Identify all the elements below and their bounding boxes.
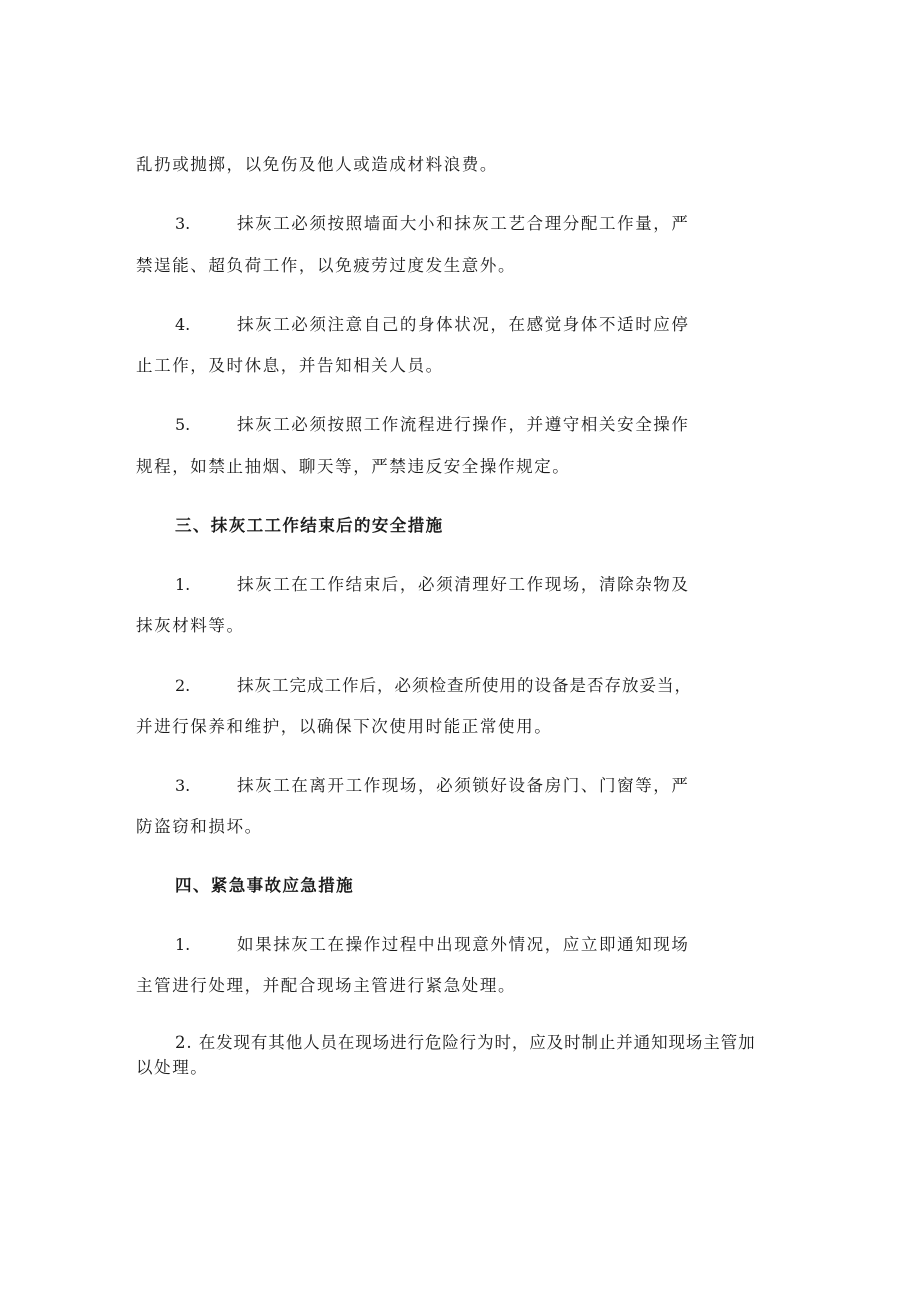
item-number: 3. bbox=[175, 776, 191, 795]
item-text-line: 抹灰工必须注意自己的身体状况，在感觉身体不适时应停 bbox=[237, 315, 690, 334]
section-heading: 四、紧急事故应急措施 bbox=[175, 876, 354, 895]
item-number: 2. bbox=[175, 676, 191, 695]
item-text-line: 规程，如禁止抽烟、聊天等，严禁违反安全操作规定。 bbox=[136, 457, 571, 476]
item-number: 3. bbox=[175, 214, 191, 233]
item-text-line: 抹灰工在工作结束后，必须清理好工作现场，清除杂物及 bbox=[237, 575, 690, 594]
item-number: 4. bbox=[175, 315, 191, 334]
item-text-line: 抹灰工必须按照工作流程进行操作，并遵守相关安全操作 bbox=[237, 415, 690, 434]
item-text-line: 抹灰工在离开工作现场，必须锁好设备房门、门窗等，严 bbox=[237, 776, 690, 795]
item-number: 5. bbox=[175, 415, 191, 434]
item-text-line: 抹灰材料等。 bbox=[136, 616, 245, 635]
item-text-line: 抹灰工完成工作后，必须检查所使用的设备是否存放妥当， bbox=[237, 676, 692, 695]
item-text-line: 2. 在发现有其他人员在现场进行危险行为时，应及时制止并通知现场主管加 bbox=[175, 1033, 756, 1052]
item-text-line: 主管进行处理，并配合现场主管进行紧急处理。 bbox=[136, 976, 517, 995]
section-heading: 三、抹灰工工作结束后的安全措施 bbox=[175, 516, 444, 535]
item-text-line: 禁逞能、超负荷工作，以免疲劳过度发生意外。 bbox=[136, 256, 517, 275]
item-text-line: 抹灰工必须按照墙面大小和抹灰工艺合理分配工作量，严 bbox=[237, 214, 690, 233]
item-text-line: 并进行保养和维护，以确保下次使用时能正常使用。 bbox=[136, 717, 553, 736]
item-text-line: 如果抹灰工在操作过程中出现意外情况，应立即通知现场 bbox=[237, 935, 690, 954]
item-number: 1. bbox=[175, 935, 191, 954]
item-text-line: 防盗窃和损坏。 bbox=[136, 817, 263, 836]
paragraph-continuation: 乱扔或抛掷，以免伤及他人或造成材料浪费。 bbox=[136, 155, 498, 174]
item-text-line: 以处理。 bbox=[136, 1058, 209, 1077]
item-number: 1. bbox=[175, 575, 191, 594]
item-text-line: 止工作，及时休息，并告知相关人员。 bbox=[136, 356, 444, 375]
